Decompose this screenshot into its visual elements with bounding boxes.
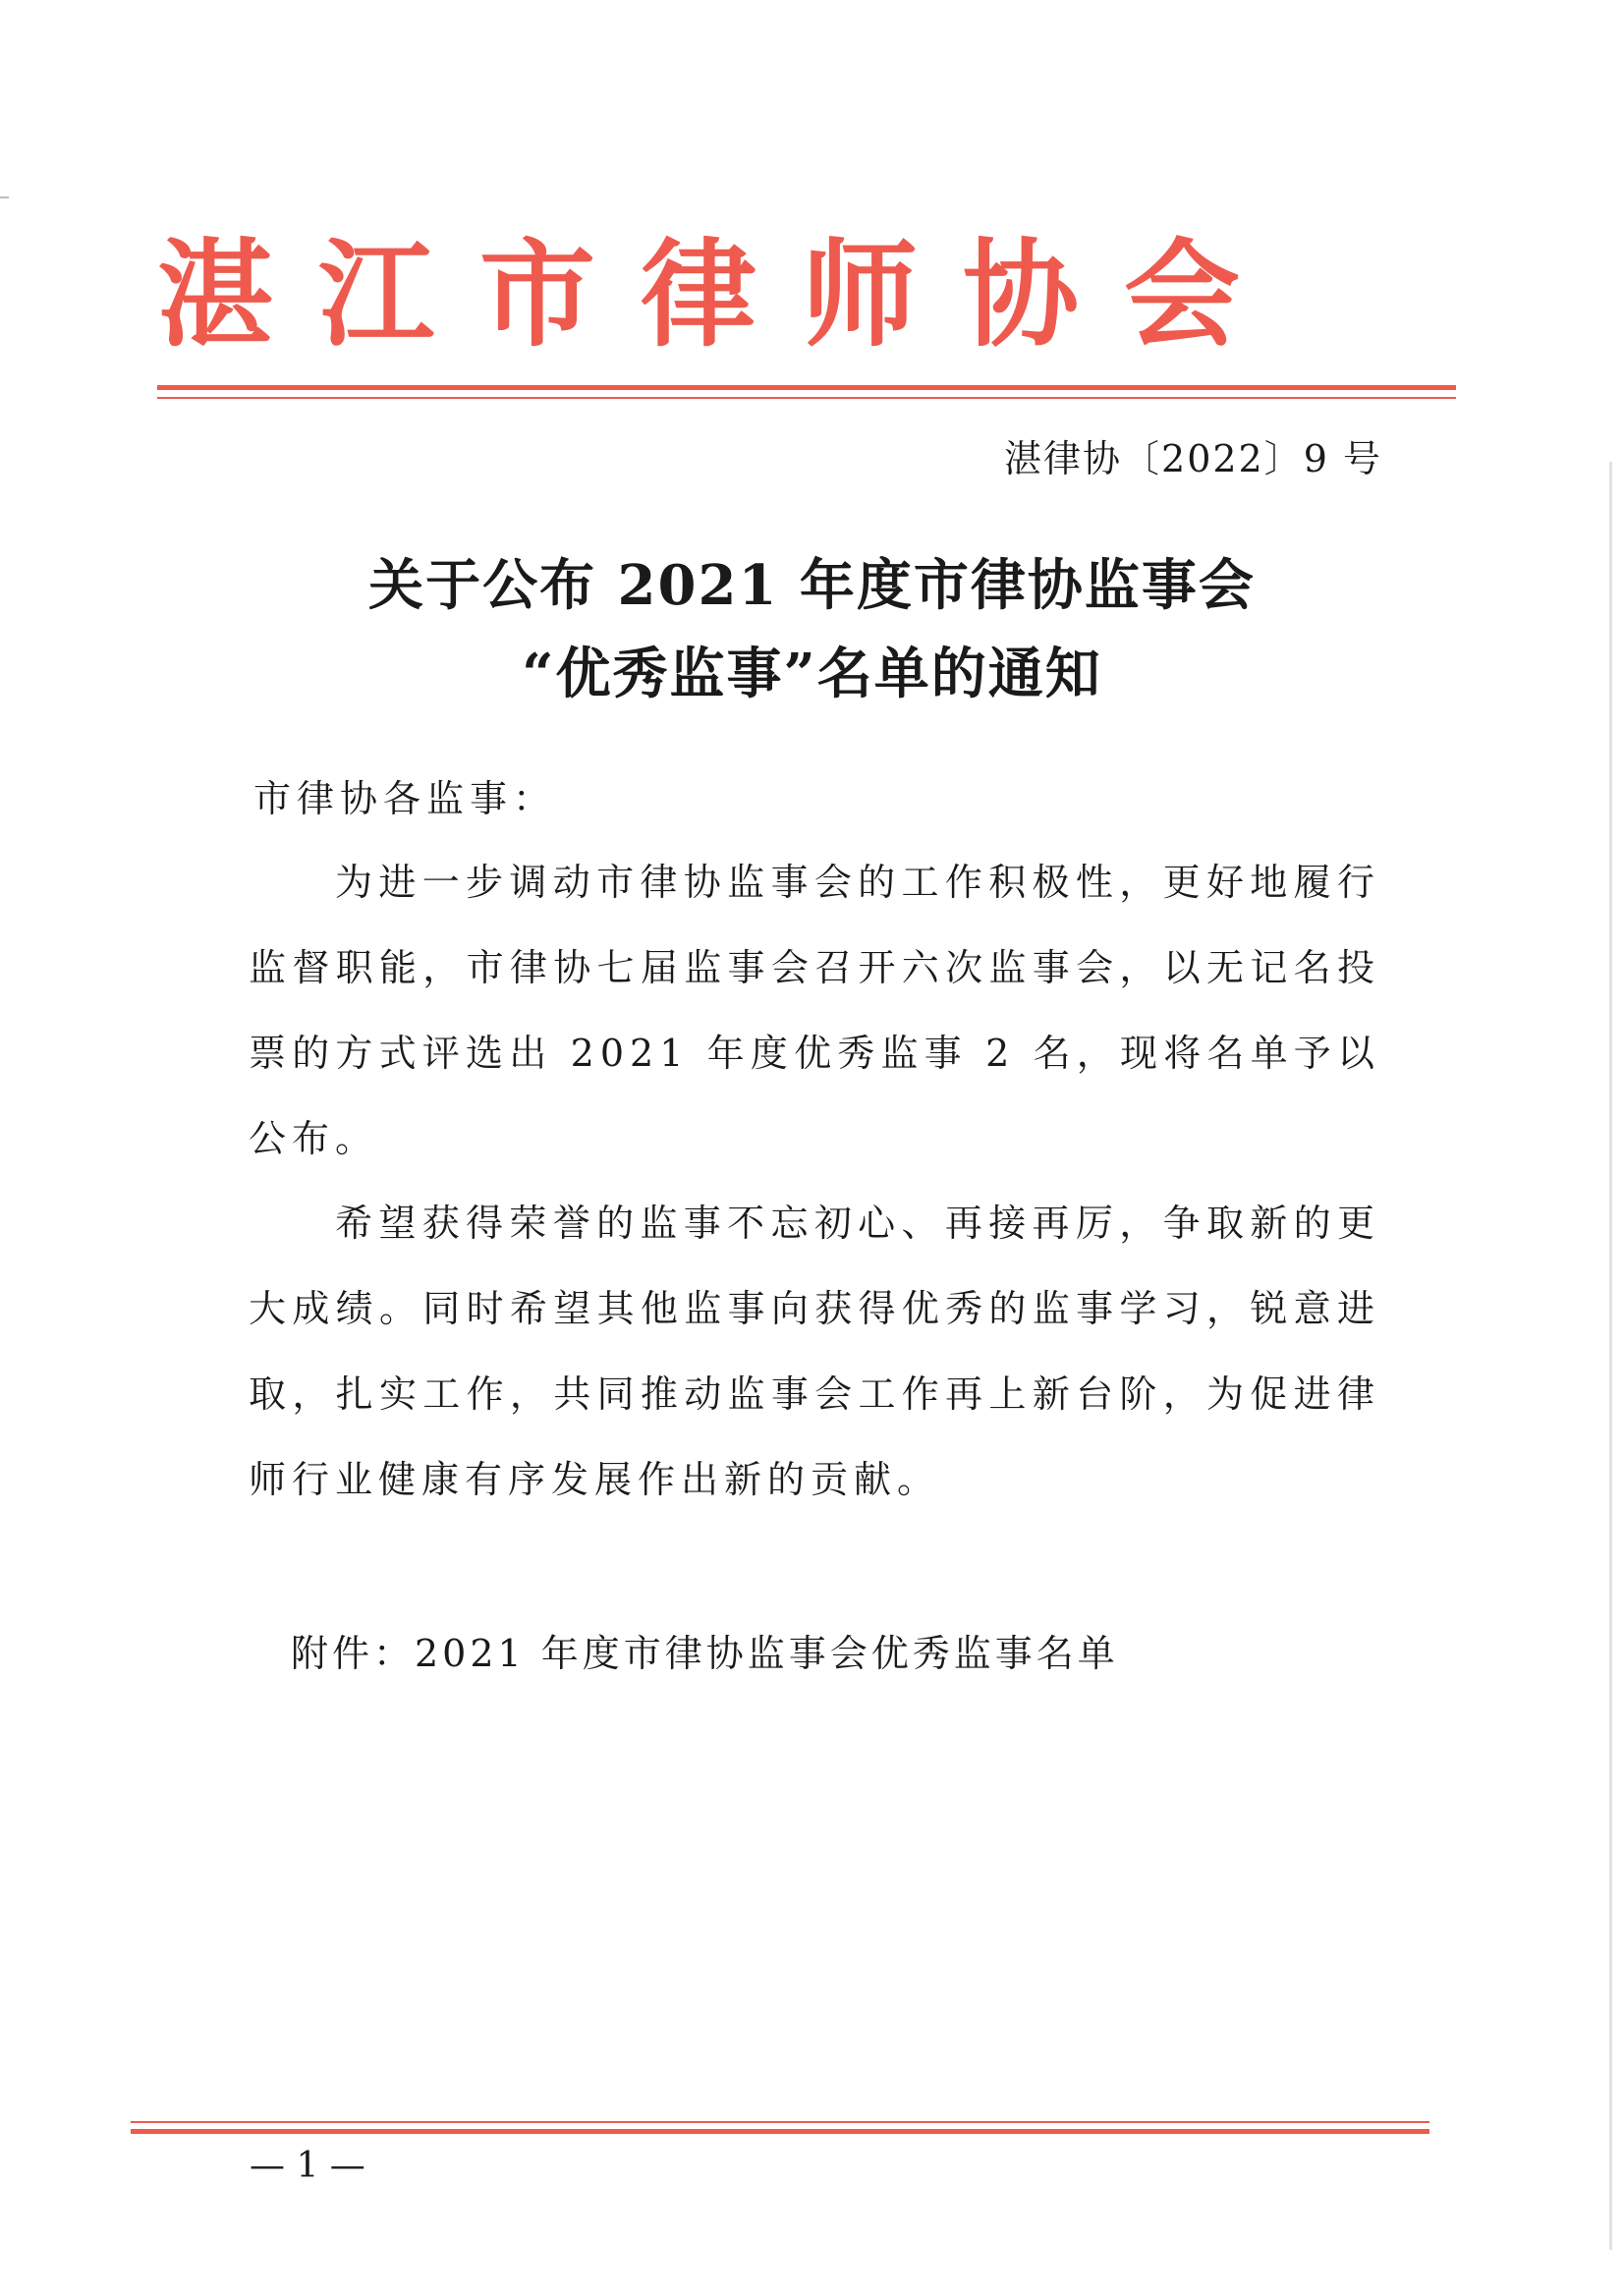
- body-paragraph-2: 希望获得荣誉的监事不忘初心、再接再厉，争取新的更大成绩。同时希望其他监事向获得优秀的监事学习，锐意进取，扎实工作，共同推动监事会工作再上新台阶，为促进律师行业健康有序发展作出新的贡献。: [249, 1202, 1380, 1501]
- page-number: — 1 —: [250, 2146, 365, 2186]
- document-title-line-1: 关于公布 2021 年度市律协监事会: [368, 553, 1256, 618]
- footer-rule-thick: [131, 2129, 1429, 2134]
- salutation: 市律协各监事：: [253, 777, 557, 820]
- letterhead-title: 湛江市律师协会: [157, 227, 1286, 363]
- document-number: 湛律协〔2022〕9 号: [1004, 437, 1382, 480]
- scan-tick-mark: [0, 196, 9, 198]
- footer-rule-thin: [131, 2121, 1429, 2123]
- scan-edge-mark: [1609, 462, 1612, 2250]
- document-title-line-2: “优秀监事”名单的通知: [522, 642, 1102, 706]
- letterhead-rule-thick: [157, 385, 1456, 390]
- attachment-note: 附件：2021 年度市律协监事会优秀监事名单: [291, 1632, 1119, 1675]
- body-paragraph-1: 为进一步调动市律协监事会的工作积极性，更好地履行监督职能，市律协七届监事会召开六次监事会，以无记名投票的方式评选出 2021 年度优秀监事 2 名，现将名单予以公布。: [249, 861, 1380, 1160]
- letterhead-rule-thin: [157, 397, 1456, 399]
